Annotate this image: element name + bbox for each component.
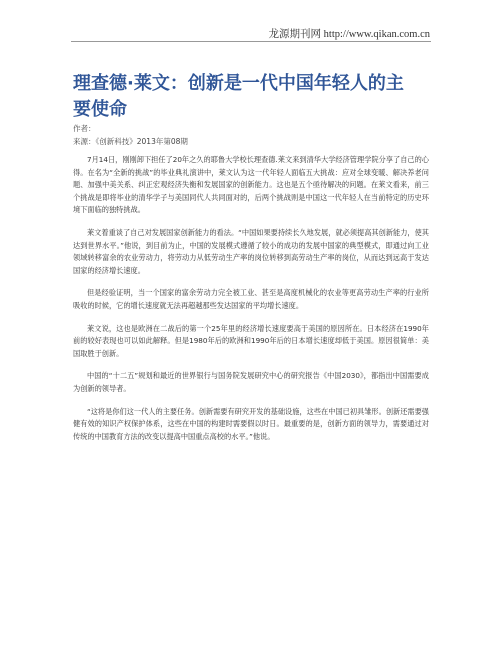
site-header: 龙源期刊网 http://www.qikan.com.cn	[268, 29, 430, 40]
source-line: 来源：《创新科技》2013年第08期	[73, 137, 188, 146]
paragraph: 但是经验证明，当一个国家的富余劳动力完全被工业、甚至是高度机械化的农业等更高劳动生产率的行业所吸收的时候，它的增长速度就无法再超越那些发达国家的平均增长速度。	[73, 288, 429, 310]
paragraph: 莱文说，这也是欧洲在二战后的第一个25年里的经济增长速度要高于美国的原因所在。日本经济在1990年前的较好表现也可以如此解释。但是1980年后的欧洲和1990年后的日本增长速度却低于美国。原因很简单：美国取胜于创新。	[73, 323, 429, 358]
article-title: 理查德·莱文：创新是一代中国年轻人的主要使命	[73, 73, 404, 120]
paragraph: 7月14日，刚刚卸下担任了20年之久的耶鲁大学校长理查德.莱文来到清华大学经济管理学院分享了自己的心得。在名为“全新的挑战”的毕业典礼演讲中，莱文认为这一代年轻人面临五大挑战：应对全球变暖、解决养老问题、加强中美关系、纠正宏观经济失衡和发展国家的创新能力。这也是五个亟待解决的问题。在莱文看来，前三个挑战是即将毕业的清华学子与美国同代人共同面对的，后两个挑战则是中国这一代年轻人在当前特定的历史环境下面临的独特挑战。	[73, 155, 429, 215]
paragraph: “这将是你们这一代人的主要任务。创新需要有研究开发的基础设施，这些在中国已初具雏形。创新还需要强健有效的知识产权保护体系，这些在中国的构建时需要假以时日。最重要的是，创新方面的领导力，需要通过对传统的中国教育方法的改变以提高中国重点高校的水平。”他说。	[73, 406, 429, 441]
paragraph: 莱文着重谈了自己对发展国家创新能力的看法。“中国如果要持续长久地发展，就必须提高其创新能力，使其达到世界水平。”他说，到目前为止，中国的发展模式遵循了较小的成功的发展中国家的典型模式，即通过向工业领域转移富余的农业劳动力，将劳动力从低劳动生产率的岗位转移到高劳动生产率的岗位，从而达到远高于发达国家的经济增长速度。	[73, 227, 429, 275]
author-line: 作者：	[73, 124, 96, 133]
article-body	[73, 154, 429, 453]
header-divider	[71, 41, 431, 42]
paragraph: 中国的“十二五”规划和最近的世界银行与国务院发展研究中心的研究报告《中国2030》，都指出中国需要成为创新的领导者。	[73, 371, 429, 393]
